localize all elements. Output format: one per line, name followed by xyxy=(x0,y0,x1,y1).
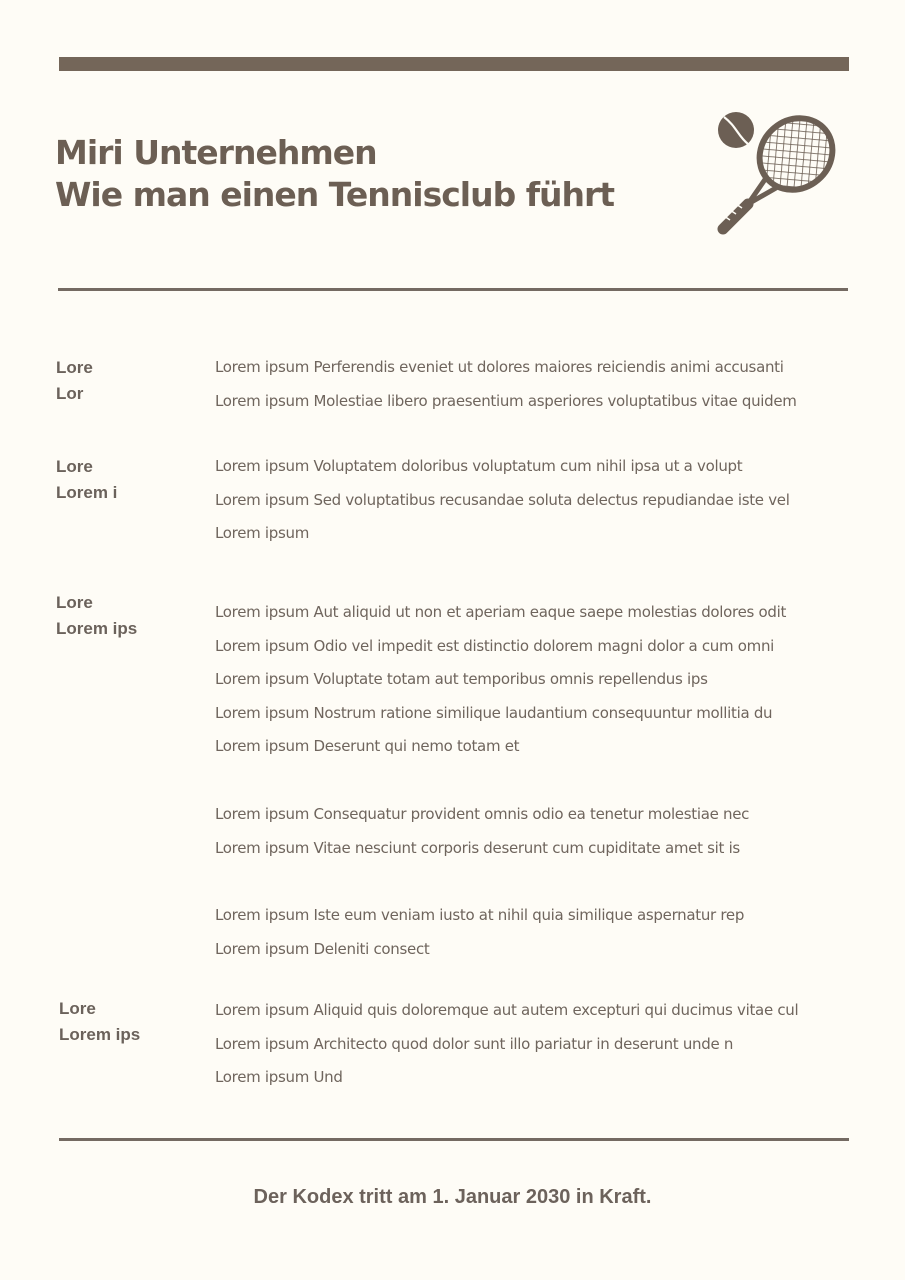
text-line: Lorem ipsum xyxy=(215,524,310,543)
section-label-line: Lore xyxy=(56,593,93,612)
top-decorative-bar xyxy=(59,57,849,71)
footer-note: Der Kodex tritt am 1. Januar 2030 in Kraft. xyxy=(253,1186,652,1208)
footer-divider xyxy=(59,1138,849,1141)
section-label xyxy=(56,355,93,407)
text-line: Lorem ipsum Consequatur provident omnis odio ea tenetur molestiae nec xyxy=(215,805,750,823)
text-line: Lorem ipsum Odio vel impedit est distinctio dolorem magni dolor a cum omni xyxy=(215,636,775,655)
text-line: Lorem ipsum Voluptate totam aut temporibus omnis repellendus ips xyxy=(215,670,708,689)
section-text xyxy=(215,596,786,764)
title-line-company: Miri Unternehmen xyxy=(55,133,377,172)
header-divider xyxy=(58,288,848,291)
text-line: Lorem ipsum Aut aliquid ut non et aperiam eaque saepe molestias dolores odit xyxy=(215,603,787,621)
section-label xyxy=(56,590,137,642)
section-label-line: Lorem ips xyxy=(56,619,138,638)
section-text xyxy=(215,899,744,966)
section-label xyxy=(56,454,117,506)
text-line: Lorem ipsum Architecto quod dolor sunt illo pariatur in deserunt unde n xyxy=(215,1034,734,1053)
text-line: Lorem ipsum Vitae nesciunt corporis deserunt cum cupiditate amet sit is xyxy=(215,838,740,857)
section-text xyxy=(215,994,798,1095)
section-label xyxy=(59,996,140,1048)
section-label-line: Lor xyxy=(56,384,84,403)
section-text xyxy=(215,450,790,551)
section-text xyxy=(215,798,749,865)
title-line-subtitle: Wie man einen Tennisclub führt xyxy=(55,175,615,214)
text-line: Lorem ipsum Aliquid quis doloremque aut autem excepturi qui ducimus vitae cul xyxy=(215,1001,799,1019)
text-line: Lorem ipsum Und xyxy=(215,1068,343,1087)
text-line: Lorem ipsum Deleniti consect xyxy=(215,939,430,958)
section-text xyxy=(215,351,797,418)
text-line: Lorem ipsum Molestiae libero praesentium asperiores voluptatibus vitae quidem xyxy=(215,391,797,410)
text-line: Lorem ipsum Sed voluptatibus recusandae soluta delectus repudiandae iste vel xyxy=(215,490,790,509)
section-label-line: Lorem ips xyxy=(59,1025,141,1044)
text-line: Lorem ipsum Iste eum veniam iusto at nihil quia similique aspernatur rep xyxy=(215,906,745,924)
tennis-racket-icon xyxy=(714,108,844,238)
section-label-line: Lorem i xyxy=(56,483,118,502)
section-label-line: Lore xyxy=(56,358,93,377)
text-line: Lorem ipsum Nostrum ratione similique laudantium consequuntur mollitia du xyxy=(215,703,773,722)
section-label-line: Lore xyxy=(59,999,96,1018)
text-line: Lorem ipsum Deserunt qui nemo totam et xyxy=(215,737,520,756)
page-title xyxy=(55,132,614,216)
text-line: Lorem ipsum Perferendis eveniet ut dolores maiores reiciendis animi accusanti xyxy=(215,358,784,376)
section-label-line: Lore xyxy=(56,457,93,476)
text-line: Lorem ipsum Voluptatem doloribus voluptatum cum nihil ipsa ut a volupt xyxy=(215,457,743,475)
